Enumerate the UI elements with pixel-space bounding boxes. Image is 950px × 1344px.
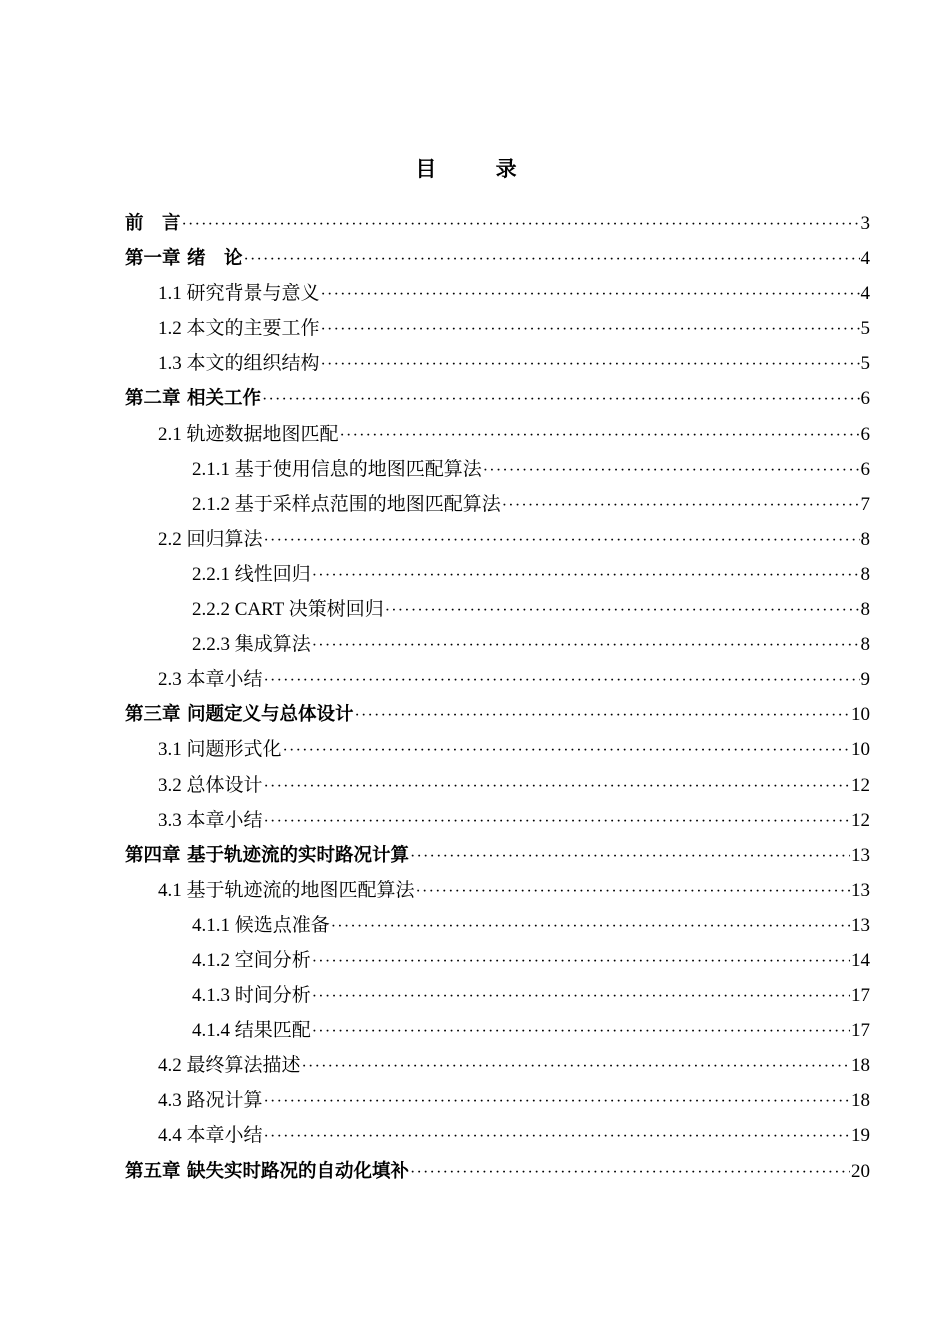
- toc-entry-label: 第五章 缺失实时路况的自动化填补: [125, 1160, 409, 1182]
- toc-entry-label: 4.1.4 结果匹配: [192, 1020, 311, 1042]
- toc-entry-page-number: 8: [860, 528, 870, 550]
- toc-entry[interactable]: [125, 522, 870, 557]
- dot-leader: [264, 663, 860, 698]
- toc-entry[interactable]: [125, 311, 870, 346]
- toc-entry-page-number: 6: [860, 388, 870, 410]
- toc-entry-page-number: 20: [851, 1160, 870, 1182]
- toc-entry[interactable]: [125, 768, 870, 803]
- toc-entry-label: 第四章 基于轨迹流的实时路况计算: [125, 844, 409, 866]
- dot-leader: [340, 418, 860, 453]
- toc-entry[interactable]: [125, 627, 870, 662]
- toc-entry-label: 1.2 本文的主要工作: [158, 318, 320, 340]
- toc-entry[interactable]: [125, 417, 870, 452]
- dot-leader: [483, 453, 860, 488]
- toc-title: 目 录: [415, 157, 543, 181]
- toc-entry-page-number: 13: [851, 879, 870, 901]
- toc-entry-page-number: 8: [860, 634, 870, 656]
- dot-leader: [385, 593, 860, 628]
- toc-entry-label: 4.1.1 候选点准备: [192, 914, 330, 936]
- dot-leader: [321, 347, 860, 382]
- toc-entry-label: 前 言: [125, 213, 181, 234]
- toc-entry[interactable]: [125, 206, 870, 241]
- toc-entry[interactable]: [125, 732, 870, 767]
- toc-entry-label: 4.1 基于轨迹流的地图匹配算法: [158, 879, 415, 901]
- toc-entry-label: 2.2.3 集成算法: [192, 634, 311, 656]
- toc-entry[interactable]: [125, 838, 870, 873]
- dot-leader: [182, 207, 860, 242]
- toc-entry-label: 2.1.1 基于使用信息的地图匹配算法: [192, 458, 482, 480]
- dot-leader: [331, 909, 850, 944]
- dot-leader: [321, 277, 860, 312]
- toc-entry[interactable]: [125, 381, 870, 416]
- dot-leader: [410, 1155, 850, 1190]
- toc-entry-page-number: 10: [851, 739, 870, 761]
- toc-entry[interactable]: [125, 276, 870, 311]
- toc-entry[interactable]: [125, 943, 870, 978]
- dot-leader: [264, 1119, 850, 1154]
- toc-entry-page-number: 5: [860, 353, 870, 375]
- toc-entry-label: 第三章 问题定义与总体设计: [125, 704, 354, 726]
- dot-leader: [354, 698, 850, 733]
- toc-entry-label: 第二章 相关工作: [125, 388, 261, 410]
- toc-entry-label: 3.1 问题形式化: [158, 739, 282, 761]
- toc-entry-page-number: 17: [851, 985, 870, 1007]
- toc-entry-page-number: 18: [851, 1055, 870, 1077]
- toc-entry[interactable]: [125, 803, 870, 838]
- toc-entry-page-number: 17: [851, 1020, 870, 1042]
- toc-entry-page-number: 8: [860, 563, 870, 585]
- toc-entry-label: 3.2 总体设计: [158, 774, 263, 796]
- table-of-contents: [125, 206, 870, 1189]
- toc-entry[interactable]: [125, 697, 870, 732]
- toc-entry-page-number: 14: [851, 949, 870, 971]
- toc-entry[interactable]: [125, 1013, 870, 1048]
- toc-entry[interactable]: [125, 241, 870, 276]
- toc-entry[interactable]: [125, 557, 870, 592]
- dot-leader: [410, 839, 850, 874]
- dot-leader: [416, 874, 850, 909]
- dot-leader: [312, 628, 860, 663]
- toc-entry-label: 4.2 最终算法描述: [158, 1055, 301, 1077]
- dot-leader: [264, 769, 850, 804]
- toc-entry-page-number: 13: [851, 914, 870, 936]
- toc-entry-page-number: 6: [860, 458, 870, 480]
- dot-leader: [321, 312, 860, 347]
- dot-leader: [264, 804, 850, 839]
- toc-entry[interactable]: [125, 346, 870, 381]
- toc-entry-label: 2.2.1 线性回归: [192, 563, 311, 585]
- toc-entry-page-number: 12: [851, 774, 870, 796]
- toc-entry-label: 2.1 轨迹数据地图匹配: [158, 423, 339, 445]
- toc-entry-page-number: 13: [851, 844, 870, 866]
- toc-entry[interactable]: [125, 1048, 870, 1083]
- toc-entry-page-number: 4: [860, 248, 870, 270]
- dot-leader: [243, 242, 859, 277]
- toc-entry-page-number: 5: [860, 318, 870, 340]
- toc-entry[interactable]: [125, 452, 870, 487]
- toc-entry[interactable]: [125, 487, 870, 522]
- toc-entry-page-number: 19: [851, 1125, 870, 1147]
- toc-entry[interactable]: [125, 1154, 870, 1189]
- toc-entry-page-number: 9: [860, 669, 870, 691]
- toc-entry-label: 2.1.2 基于采样点范围的地图匹配算法: [192, 493, 501, 515]
- toc-entry-page-number: 3: [860, 213, 870, 234]
- toc-entry-page-number: 10: [851, 704, 870, 726]
- toc-entry[interactable]: [125, 1083, 870, 1118]
- dot-leader: [302, 1049, 850, 1084]
- toc-entry-label: 第一章 绪 论: [125, 248, 243, 270]
- toc-entry-page-number: 18: [851, 1090, 870, 1112]
- toc-entry-page-number: 7: [860, 493, 870, 515]
- toc-entry-page-number: 8: [860, 599, 870, 621]
- toc-entry[interactable]: [125, 978, 870, 1013]
- dot-leader: [312, 944, 850, 979]
- dot-leader: [502, 488, 860, 523]
- toc-entry-label: 2.3 本章小结: [158, 669, 263, 691]
- dot-leader: [264, 523, 860, 558]
- dot-leader: [264, 1084, 850, 1119]
- toc-entry-label: 3.3 本章小结: [158, 809, 263, 831]
- toc-entry-label: 1.1 研究背景与意义: [158, 283, 320, 305]
- toc-entry-label: 4.1.3 时间分析: [192, 985, 311, 1007]
- dot-leader: [312, 979, 850, 1014]
- toc-entry[interactable]: [125, 908, 870, 943]
- toc-entry-page-number: 4: [860, 283, 870, 305]
- toc-entry-page-number: 12: [851, 809, 870, 831]
- toc-entry-page-number: 6: [860, 423, 870, 445]
- toc-entry-label: 2.2.2 CART 决策树回归: [192, 599, 384, 621]
- dot-leader: [312, 1014, 850, 1049]
- toc-entry-label: 1.3 本文的组织结构: [158, 353, 320, 375]
- toc-entry-label: 2.2 回归算法: [158, 528, 263, 550]
- toc-entry-label: 4.3 路况计算: [158, 1090, 263, 1112]
- toc-entry[interactable]: [125, 1118, 870, 1153]
- toc-entry-label: 4.4 本章小结: [158, 1125, 263, 1147]
- dot-leader: [283, 733, 850, 768]
- toc-entry[interactable]: [125, 592, 870, 627]
- dot-leader: [262, 382, 860, 417]
- dot-leader: [312, 558, 860, 593]
- toc-entry[interactable]: [125, 662, 870, 697]
- toc-entry-label: 4.1.2 空间分析: [192, 949, 311, 971]
- toc-entry[interactable]: [125, 873, 870, 908]
